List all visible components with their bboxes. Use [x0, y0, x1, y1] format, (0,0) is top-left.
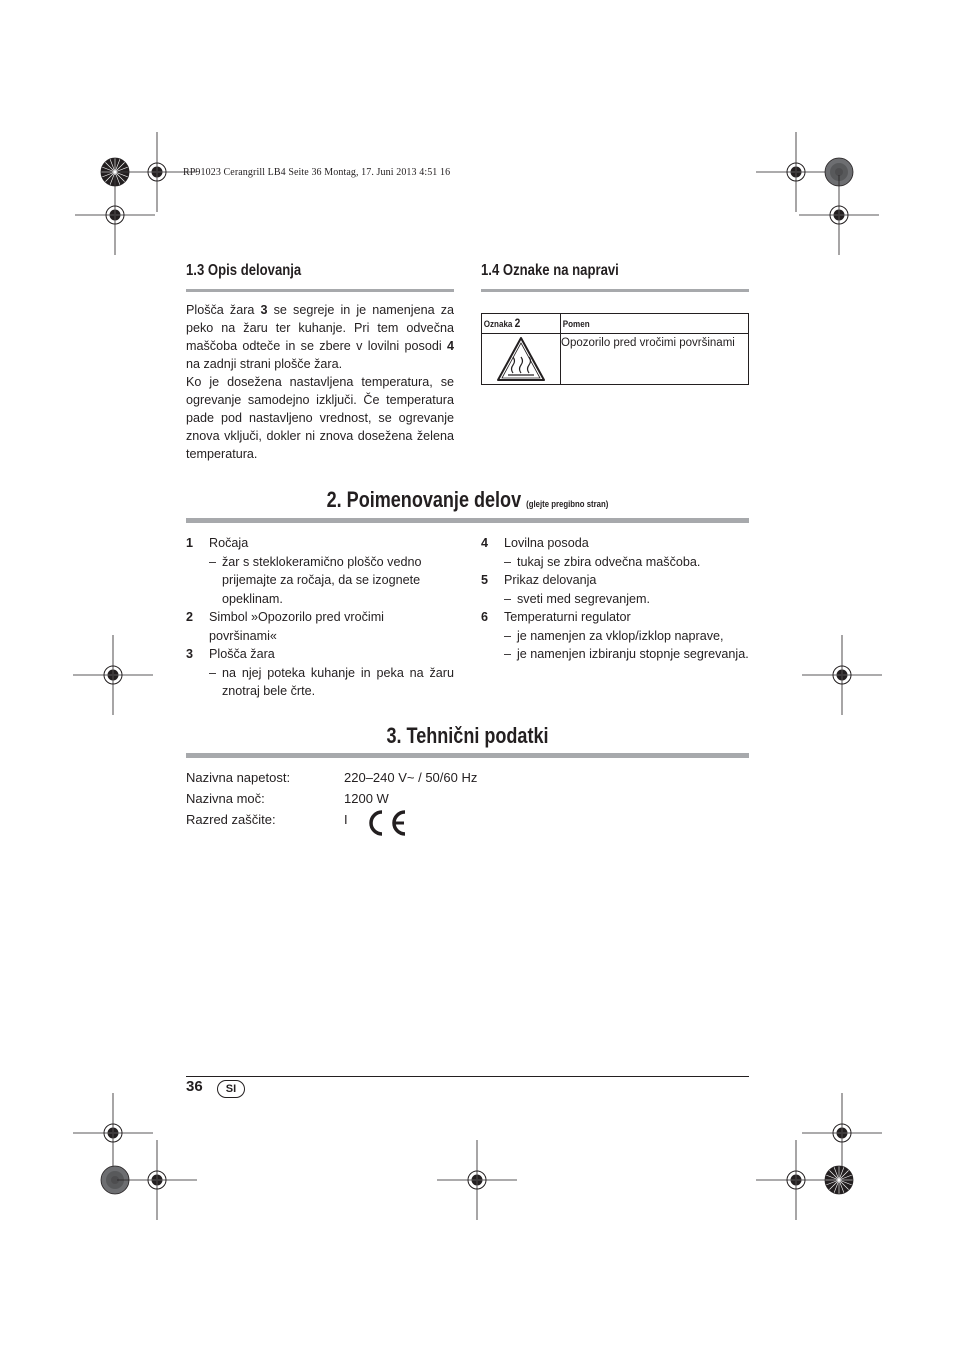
ce-mark-icon	[363, 808, 409, 838]
section-heading-3: 3. Tehnični podatki	[386, 723, 549, 748]
hot-surface-meaning: Opozorilo pred vročimi površinami	[561, 334, 749, 385]
section-1-3-body	[186, 301, 454, 463]
col-header-meaning: Pomen	[561, 314, 749, 334]
hot-surface-warning-icon	[495, 335, 547, 383]
list-item: 2 Simbol »Opozorilo pred vročimi površinami«	[186, 610, 384, 643]
symbol-table	[481, 313, 749, 385]
paragraph-temperature: Ko je dosežena nastavljena temperatura, se ogrevanje samodejno izključi. Če temperatura pade pod nastavljeno vrednost, se ogrevanje znova vključi, dokler ni znova dosežena želena temperatura.	[186, 375, 454, 461]
list-item: 5 Prikaz delovanja	[481, 573, 597, 587]
spec-label: Razred zaščite:	[186, 812, 276, 827]
section-rule	[481, 289, 749, 292]
list-subitem: – tukaj se zbira odvečna maščoba.	[504, 554, 701, 569]
list-item: 6 Temperaturni regulator	[481, 610, 631, 624]
section-heading-1-4: 1.4 Oznake na napravi	[481, 262, 619, 279]
footer-rule	[186, 1076, 749, 1077]
list-subitem: – žar s steklokeramično ploščo vedno prijemajte za ročaja, da se izognete opeklinam.	[209, 554, 422, 606]
section-rule	[186, 518, 749, 523]
print-info: RP91023 Cerangrill LB4 Seite 36 Montag, 17. Juni 2013 4:51 16	[183, 167, 451, 178]
list-subitem: – je namenjen izbiranju stopnje segrevanja.	[504, 647, 749, 661]
list-subitem: – na njej poteka kuhanje in peka na žaru znotraj bele črte.	[209, 665, 454, 698]
list-item: 4 Lovilna posoda	[481, 536, 589, 550]
hot-surface-cell	[482, 334, 561, 385]
list-subitem: – je namenjen za vklop/izklop naprave,	[504, 628, 724, 643]
parts-list-left	[186, 534, 454, 701]
section-rule	[186, 289, 454, 292]
section-heading-1-3: 1.3 Opis delovanja	[186, 262, 302, 279]
spec-value: I	[344, 812, 348, 827]
list-item: 1 Ročaja	[186, 536, 249, 550]
section-rule	[186, 753, 749, 758]
page-number: 36	[186, 1078, 203, 1095]
list-item: 3 Plošča žara	[186, 647, 275, 661]
section-heading-2: 2. Poimenovanje delov (glejte pregibno stran)	[326, 487, 609, 512]
col-header-symbol: Oznaka 2	[482, 314, 561, 334]
spec-value: 220–240 V~ / 50/60 Hz	[344, 770, 478, 785]
spec-label: Nazivna napetost:	[186, 770, 291, 785]
spec-value: 1200 W	[344, 791, 389, 806]
language-badge: SI	[217, 1080, 245, 1098]
list-subitem: – sveti med segrevanjem.	[504, 591, 650, 606]
paragraph-function: Plošča žara 3 se segreje in je namenjena za peko na žaru ter kuhanje. Pri tem odvečna maščoba odteče in se zbere v lovilni posodi 4 na zadnji strani plošče žara.	[186, 303, 454, 371]
parts-list-right	[481, 534, 749, 664]
spec-label: Nazivna moč:	[186, 791, 265, 806]
